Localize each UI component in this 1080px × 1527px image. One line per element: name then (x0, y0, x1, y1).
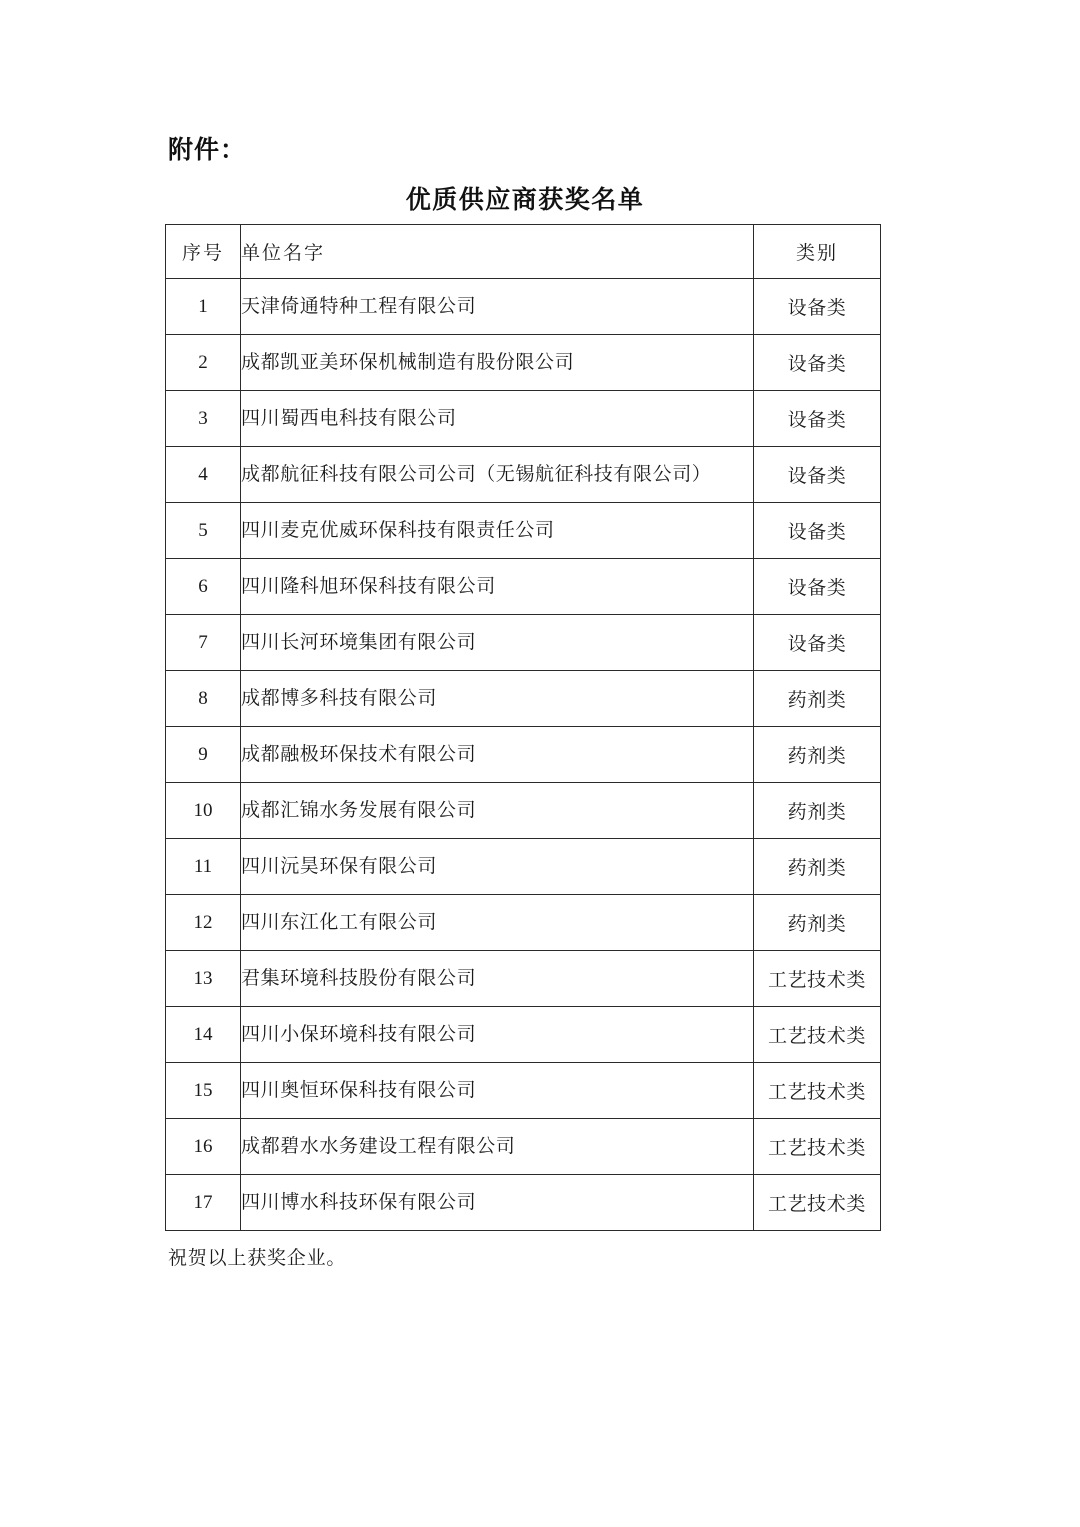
table-row (166, 559, 881, 615)
cell-category: 设备类 (754, 447, 881, 503)
cell-category: 工艺技术类 (754, 1175, 881, 1231)
cell-category: 工艺技术类 (754, 951, 881, 1007)
cell-index: 2 (166, 335, 241, 391)
attachment-label: 附件： (168, 136, 247, 164)
table-row (166, 1119, 881, 1175)
table-row (166, 839, 881, 895)
table-row (166, 503, 881, 559)
cell-category: 设备类 (754, 559, 881, 615)
table-row (166, 783, 881, 839)
table-row (166, 671, 881, 727)
cell-category: 设备类 (754, 279, 881, 335)
cell-category: 药剂类 (754, 783, 881, 839)
cell-index: 8 (166, 671, 241, 727)
cell-category: 设备类 (754, 335, 881, 391)
award-list-table (165, 224, 881, 1231)
table-row (166, 447, 881, 503)
cell-company-name: 四川麦克优威环保科技有限责任公司 (241, 503, 754, 559)
cell-index: 17 (166, 1175, 241, 1231)
table-row (166, 727, 881, 783)
column-header-category: 类别 (754, 225, 881, 279)
cell-index: 5 (166, 503, 241, 559)
cell-company-name: 四川小保环境科技有限公司 (241, 1007, 754, 1063)
cell-company-name: 成都航征科技有限公司公司（无锡航征科技有限公司） (241, 447, 754, 503)
cell-company-name: 成都博多科技有限公司 (241, 671, 754, 727)
table-row (166, 335, 881, 391)
cell-index: 3 (166, 391, 241, 447)
table-row (166, 1063, 881, 1119)
cell-category: 药剂类 (754, 727, 881, 783)
cell-index: 4 (166, 447, 241, 503)
closing-note: 祝贺以上获奖企业。 (168, 1248, 347, 1269)
column-header-name: 单位名字 (241, 225, 754, 279)
table-body (166, 279, 881, 1231)
cell-index: 11 (166, 839, 241, 895)
table-row (166, 1175, 881, 1231)
cell-index: 10 (166, 783, 241, 839)
table-row (166, 279, 881, 335)
cell-index: 15 (166, 1063, 241, 1119)
cell-index: 13 (166, 951, 241, 1007)
cell-index: 7 (166, 615, 241, 671)
cell-company-name: 四川隆科旭环保科技有限公司 (241, 559, 754, 615)
table-row (166, 895, 881, 951)
table-row (166, 1007, 881, 1063)
cell-company-name: 四川博水科技环保有限公司 (241, 1175, 754, 1231)
cell-category: 药剂类 (754, 895, 881, 951)
table-row (166, 391, 881, 447)
cell-company-name: 成都碧水水务建设工程有限公司 (241, 1119, 754, 1175)
cell-company-name: 成都汇锦水务发展有限公司 (241, 783, 754, 839)
cell-index: 1 (166, 279, 241, 335)
cell-category: 设备类 (754, 503, 881, 559)
cell-category: 工艺技术类 (754, 1007, 881, 1063)
cell-index: 9 (166, 727, 241, 783)
cell-company-name: 四川蜀西电科技有限公司 (241, 391, 754, 447)
cell-category: 工艺技术类 (754, 1119, 881, 1175)
cell-company-name: 成都凯亚美环保机械制造有股份限公司 (241, 335, 754, 391)
cell-index: 12 (166, 895, 241, 951)
table-header-row (166, 225, 881, 279)
cell-company-name: 四川沅昊环保有限公司 (241, 839, 754, 895)
cell-company-name: 成都融极环保技术有限公司 (241, 727, 754, 783)
cell-company-name: 天津倚通特种工程有限公司 (241, 279, 754, 335)
cell-category: 工艺技术类 (754, 1063, 881, 1119)
cell-category: 设备类 (754, 615, 881, 671)
cell-index: 6 (166, 559, 241, 615)
table-header (166, 225, 881, 279)
column-header-index: 序号 (166, 225, 241, 279)
cell-category: 药剂类 (754, 671, 881, 727)
cell-company-name: 四川东江化工有限公司 (241, 895, 754, 951)
cell-category: 药剂类 (754, 839, 881, 895)
cell-company-name: 四川奥恒环保科技有限公司 (241, 1063, 754, 1119)
page-title: 优质供应商获奖名单 (405, 186, 645, 214)
table-row (166, 951, 881, 1007)
cell-index: 16 (166, 1119, 241, 1175)
cell-index: 14 (166, 1007, 241, 1063)
cell-company-name: 君集环境科技股份有限公司 (241, 951, 754, 1007)
cell-category: 设备类 (754, 391, 881, 447)
cell-company-name: 四川长河环境集团有限公司 (241, 615, 754, 671)
table-row (166, 615, 881, 671)
